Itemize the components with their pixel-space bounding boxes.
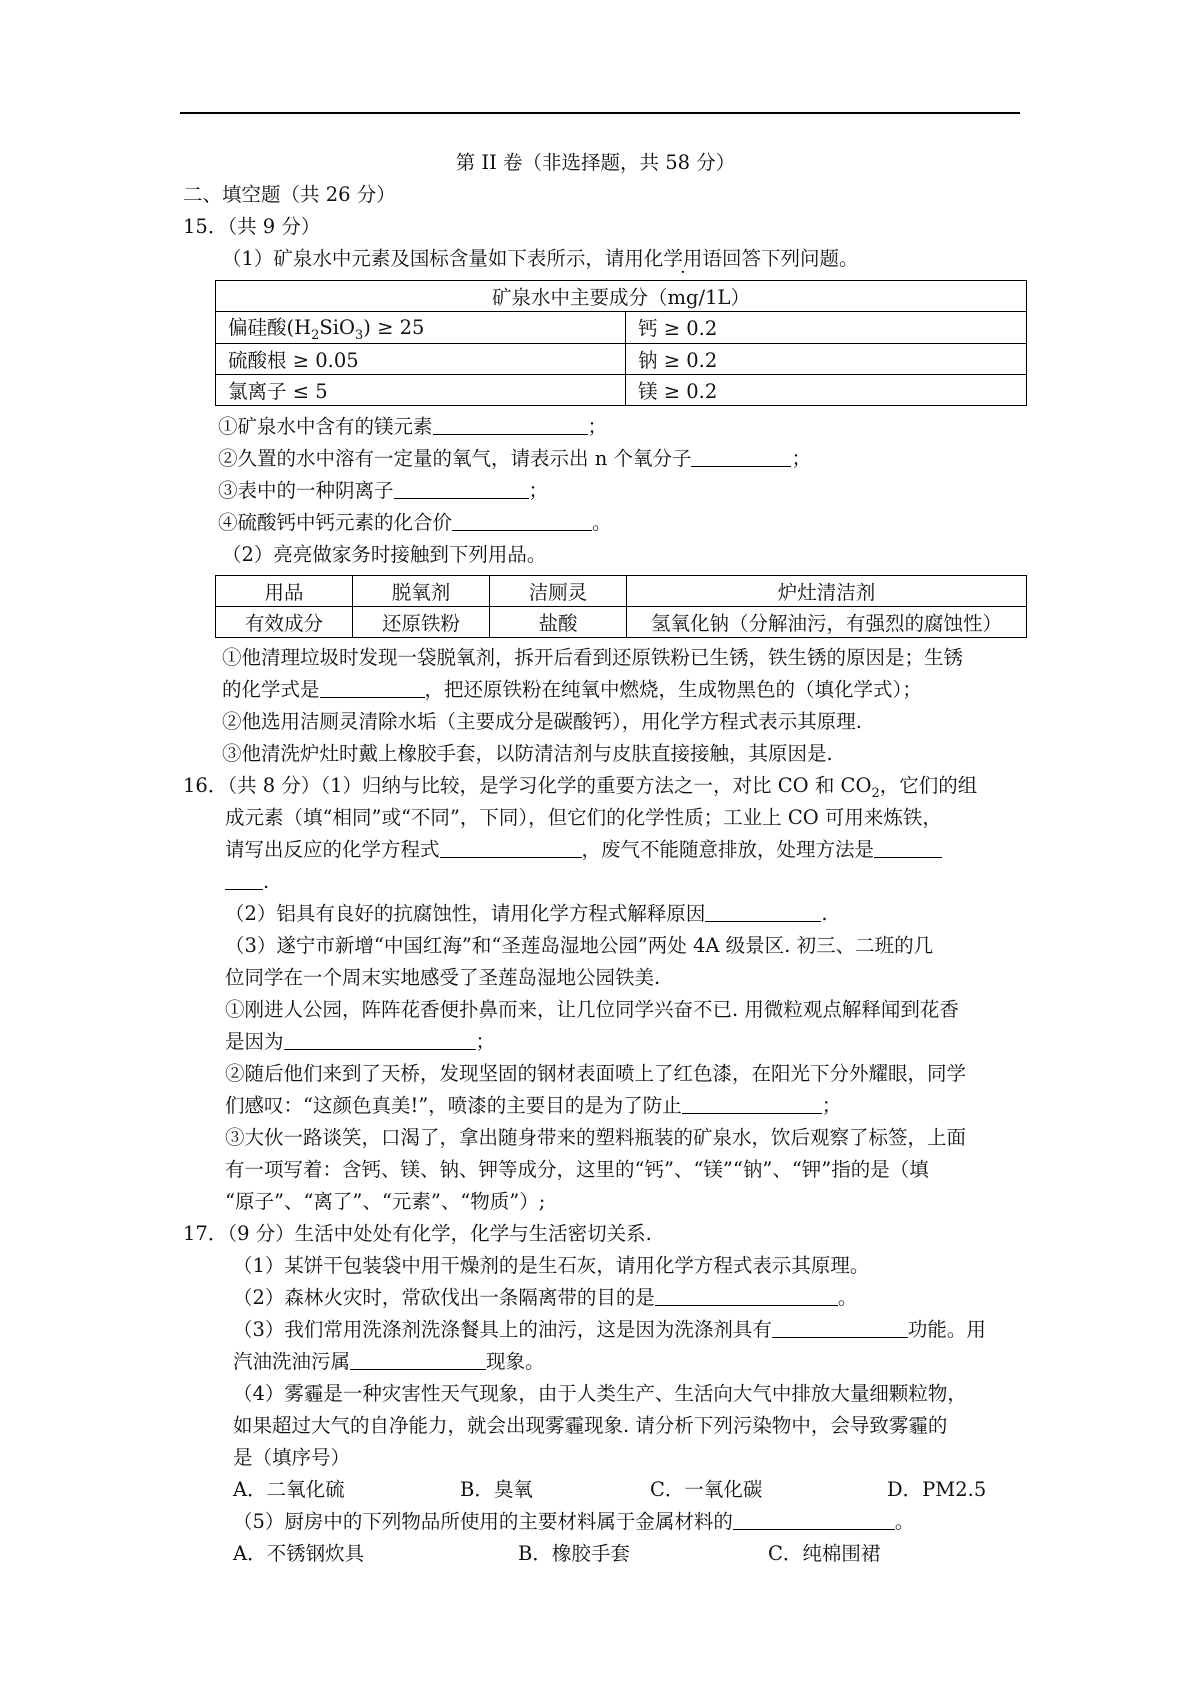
q17-l8: （5）厨房中的下列物品所使用的主要材料属于金属材料的 。 (233, 1510, 915, 1533)
table-cell: 氢氧化钠（分解油污，有强烈的腐蚀性） (627, 607, 1027, 638)
answer-blank[interactable] (350, 1349, 486, 1370)
table-cell: 有效成分 (216, 607, 353, 638)
table-cell: 钙 ≥ 0.2 (626, 312, 1027, 344)
q17-l4: 汽油洗油污属 现象。 (233, 1350, 545, 1373)
q15-head: 15．（共 9 分） (183, 215, 321, 238)
q15-t1: ①他清理垃圾时发现一袋脱氧剂，拆开后看到还原铁粉已生锈，铁生锈的原因是；生锈 (222, 646, 964, 669)
mineral-water-table (215, 280, 1027, 406)
table-cell: 用品 (216, 576, 353, 607)
answer-blank[interactable] (655, 1285, 838, 1306)
q17-l3: （3）我们常用洗涤剂洗涤餐具上的油污，这是因为洗涤剂具有 功能。用 (233, 1318, 986, 1341)
top-rule (180, 112, 1020, 114)
table-cell: 脱氧剂 (353, 576, 490, 607)
answer-blank[interactable] (682, 1093, 822, 1114)
q16-l13: 有一项写着：含钙、镁、钠、钾等成分，这里的“钙”、“镁”“钠”、“钾”指的是（填 (225, 1158, 929, 1181)
table-cell: 镁 ≥ 0.2 (626, 374, 1027, 405)
q15-t2: 的化学式是 ，把还原铁粉在纯氧中燃烧，生成物黑色的（填化学式）； (222, 678, 922, 701)
table-cell: 氯离子 ≤ 5 (216, 374, 626, 405)
table-cell: 还原铁粉 (353, 607, 490, 638)
answer-blank[interactable] (440, 837, 582, 858)
q16-l9: 是因为 ； (225, 1030, 496, 1053)
answer-blank[interactable] (733, 1509, 895, 1530)
q16-l5: （2）铝具有良好的抗腐蚀性，请用化学方程式解释原因 . (225, 902, 828, 925)
q16-l8: ①刚进人公园，阵阵花香便扑鼻而来，让几位同学兴奋不已. 用微粒观点解释闻到花香 (225, 998, 959, 1021)
table-cell: 盐酸 (490, 607, 627, 638)
section-title: 第 II 卷（非选择题，共 58 分） (455, 151, 736, 174)
q16-l11: 们感叹：“这颜色真美!”，喷漆的主要目的是为了防止 ； (225, 1094, 842, 1117)
option-a: A．二氧化硫 (233, 1478, 345, 1501)
q16-l12: ③大伙一路谈笑，口渴了，拿出随身带来的塑料瓶装的矿泉水，饮后观察了标签，上面 (225, 1126, 967, 1149)
q17-head: 17．（9 分）生活中处处有化学，化学与生活密切关系. (183, 1222, 652, 1245)
q16-l1: 16．（共 8 分）（1）归纳与比较，是学习化学的重要方法之一，对比 CO 和 $CO_2$，它们的组 (183, 774, 978, 801)
answer-blank[interactable] (874, 837, 942, 858)
answer-blank[interactable] (433, 414, 588, 435)
table-cell: 炉灶清洁剂 (627, 576, 1027, 607)
q16-l6: （3）遂宁市新增“中国红海”和“圣莲岛湿地公园”两处 4A 级景区. 初三、二班的几 (225, 934, 934, 957)
table-cell: 洁厕灵 (490, 576, 627, 607)
q15-s2: ②久置的水中溶有一定量的氧气，请表示出 n 个氧分子 ； (218, 447, 811, 470)
option-b: B．臭氧 (460, 1478, 533, 1501)
q15-s1: ①矿泉水中含有的镁元素 ； (218, 415, 608, 438)
q17-l5: （4）雾霾是一种灾害性天气现象，由于人类生产、生活向大气中排放大量细颗粒物， (233, 1382, 967, 1405)
part-title: 二、填空题（共 26 分） (183, 183, 396, 206)
answer-blank[interactable] (284, 1029, 476, 1050)
q15-p2-intro: （2）亮亮做家务时接触到下列用品。 (222, 543, 547, 566)
option-b: B．橡胶手套 (518, 1542, 630, 1565)
q16-l7: 位同学在一个周末实地感受了圣莲岛湿地公园铁美. (225, 966, 661, 989)
option-a: A．不锈钢炊具 (233, 1542, 365, 1565)
household-items-table (215, 575, 1027, 638)
option-c: C．一氧化碳 (650, 1478, 763, 1501)
q15-t3: ②他选用洁厕灵清除水垢（主要成分是碳酸钙），用化学方程式表示其原理. (222, 710, 862, 733)
q17-l6: 如果超过大气的自净能力，就会出现雾霾现象. 请分析下列污染物中，会导致雾霾的 (233, 1414, 948, 1437)
q16-l14: “原子”、“离了”、“元素”、“物质”）; (225, 1190, 546, 1213)
option-d: D．PM2.5 (887, 1478, 987, 1501)
table-cell: 硫酸根 ≥ 0.05 (216, 343, 626, 374)
q16-l3: 请写出反应的化学方程式 ，废气不能随意排放，处理方法是 (225, 837, 942, 863)
answer-blank[interactable] (452, 510, 592, 531)
table-cell: 偏硅酸$(H_2SiO_3) \ge 25$ (216, 312, 626, 344)
q16-l4: . (225, 869, 269, 895)
answer-blank[interactable] (394, 478, 529, 499)
emphasized-term: 化学用语 (643, 247, 722, 270)
answer-blank[interactable] (705, 901, 821, 922)
q15-s4: ④硫酸钙中钙元素的化合价 。 (218, 511, 612, 534)
q15-p1-intro: （1）矿泉水中元素及国标含量如下表所示，请用化学用语回答下列问题。 (222, 247, 859, 270)
q16-l10: ②随后他们来到了天桥，发现坚固的钢材表面喷上了红色漆，在阳光下分外耀眼，同学 (225, 1062, 967, 1085)
q15-t4: ③他清洗炉灶时戴上橡胶手套，以防清洁剂与皮肤直接接触，其原因是. (222, 742, 833, 765)
q16-l2: 成元素（填“相同”或“不同”，下同），但它们的化学性质；工业上 CO 可用来炼铁， (225, 806, 942, 829)
answer-blank[interactable] (772, 1317, 908, 1338)
answer-blank[interactable] (225, 869, 263, 890)
q17-l1: （1）某饼干包装袋中用干燥剂的是生石灰，请用化学方程式表示其原理。 (233, 1254, 870, 1277)
answer-blank[interactable] (691, 446, 791, 467)
q15-s3: ③表中的一种阴离子 ； (218, 479, 549, 502)
q17-l7: 是（填序号） (233, 1446, 351, 1469)
option-c: C．纯棉围裙 (768, 1542, 881, 1565)
answer-blank[interactable] (320, 677, 425, 698)
table-caption: 矿泉水中主要成分（mg/1L） (216, 281, 1027, 312)
q17-l2: （2）森林火灾时，常砍伐出一条隔离带的目的是 。 (233, 1286, 858, 1309)
table-cell: 钠 ≥ 0.2 (626, 343, 1027, 374)
